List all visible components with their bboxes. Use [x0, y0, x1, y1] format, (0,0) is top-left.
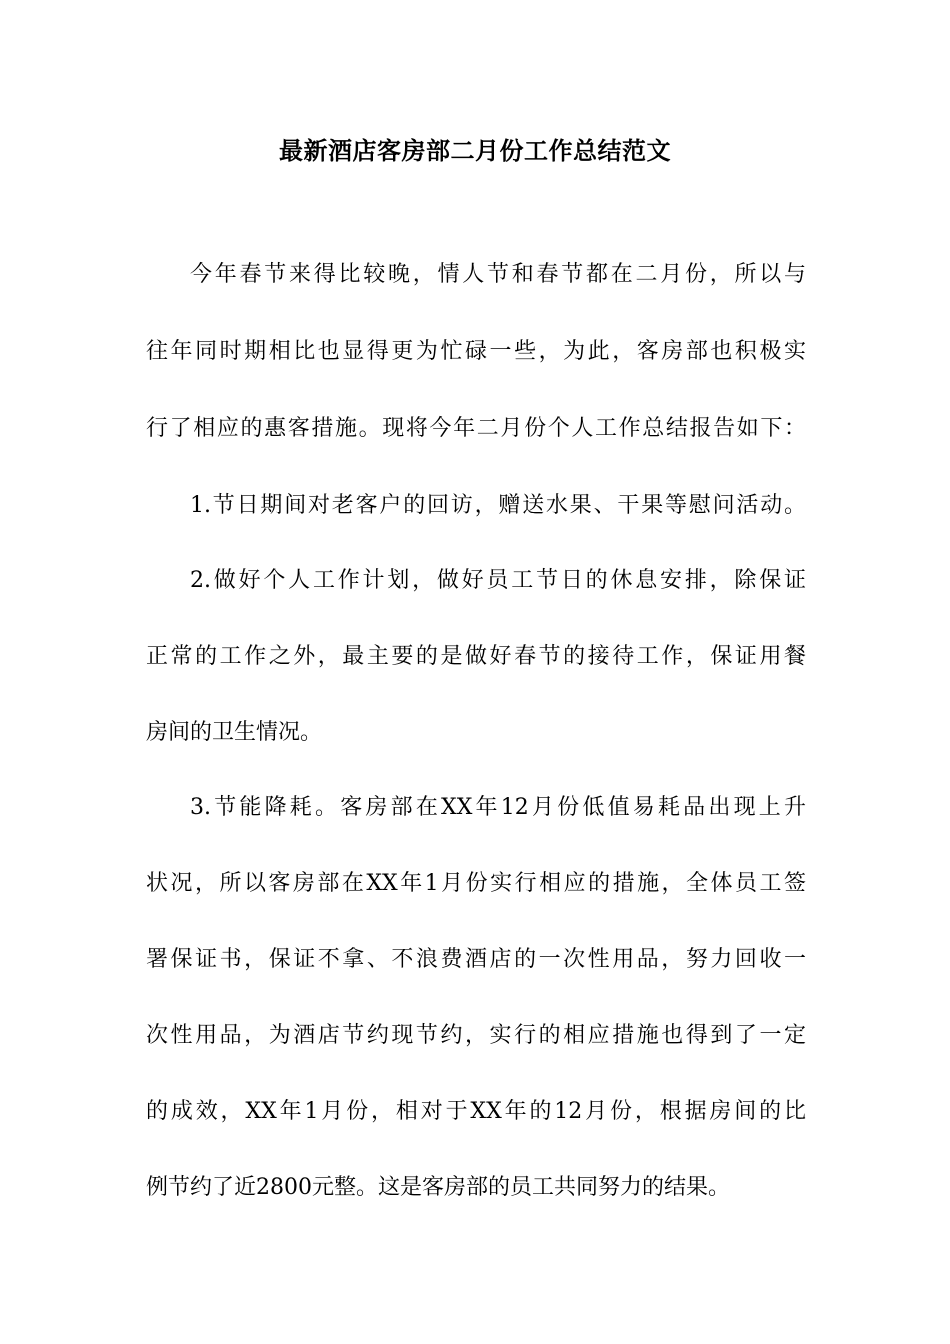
paragraph-line: 例节约了近2800元整。这是客房部的员工共同努力的结果。 — [146, 1175, 730, 1200]
document-title: 最新酒店客房部二月份工作总结范文 — [279, 136, 671, 165]
paragraph-line: 2.做好个人工作计划，做好员工节日的休息安排，除保证 — [190, 568, 806, 593]
paragraph-line: 1.节日期间对老客户的回访，赠送水果、干果等慰问活动。 — [190, 493, 806, 518]
paragraph-line: 3.节能降耗。客房部在XX年12月份低值易耗品出现上升 — [190, 795, 806, 820]
paragraph-line: 状况，所以客房部在XX年1月份实行相应的措施，全体员工签 — [146, 871, 806, 896]
paragraph-line: 次性用品，为酒店节约现节约，实行的相应措施也得到了一定 — [146, 1023, 806, 1048]
paragraph-line: 行了相应的惠客措施。现将今年二月份个人工作总结报告如下： — [146, 416, 806, 441]
paragraph-line: 署保证书，保证不拿、不浪费酒店的一次性用品，努力回收一 — [146, 947, 806, 972]
paragraph-line: 今年春节来得比较晚，情人节和春节都在二月份，所以与 — [190, 262, 806, 287]
paragraph-line: 房间的卫生情况。 — [146, 720, 323, 745]
paragraph-line: 的成效，XX年1月份，相对于XX年的12月份，根据房间的比 — [146, 1099, 806, 1124]
paragraph-line: 正常的工作之外，最主要的是做好春节的接待工作，保证用餐 — [146, 644, 806, 669]
paragraph-line: 往年同时期相比也显得更为忙碌一些，为此，客房部也积极实 — [146, 339, 806, 364]
